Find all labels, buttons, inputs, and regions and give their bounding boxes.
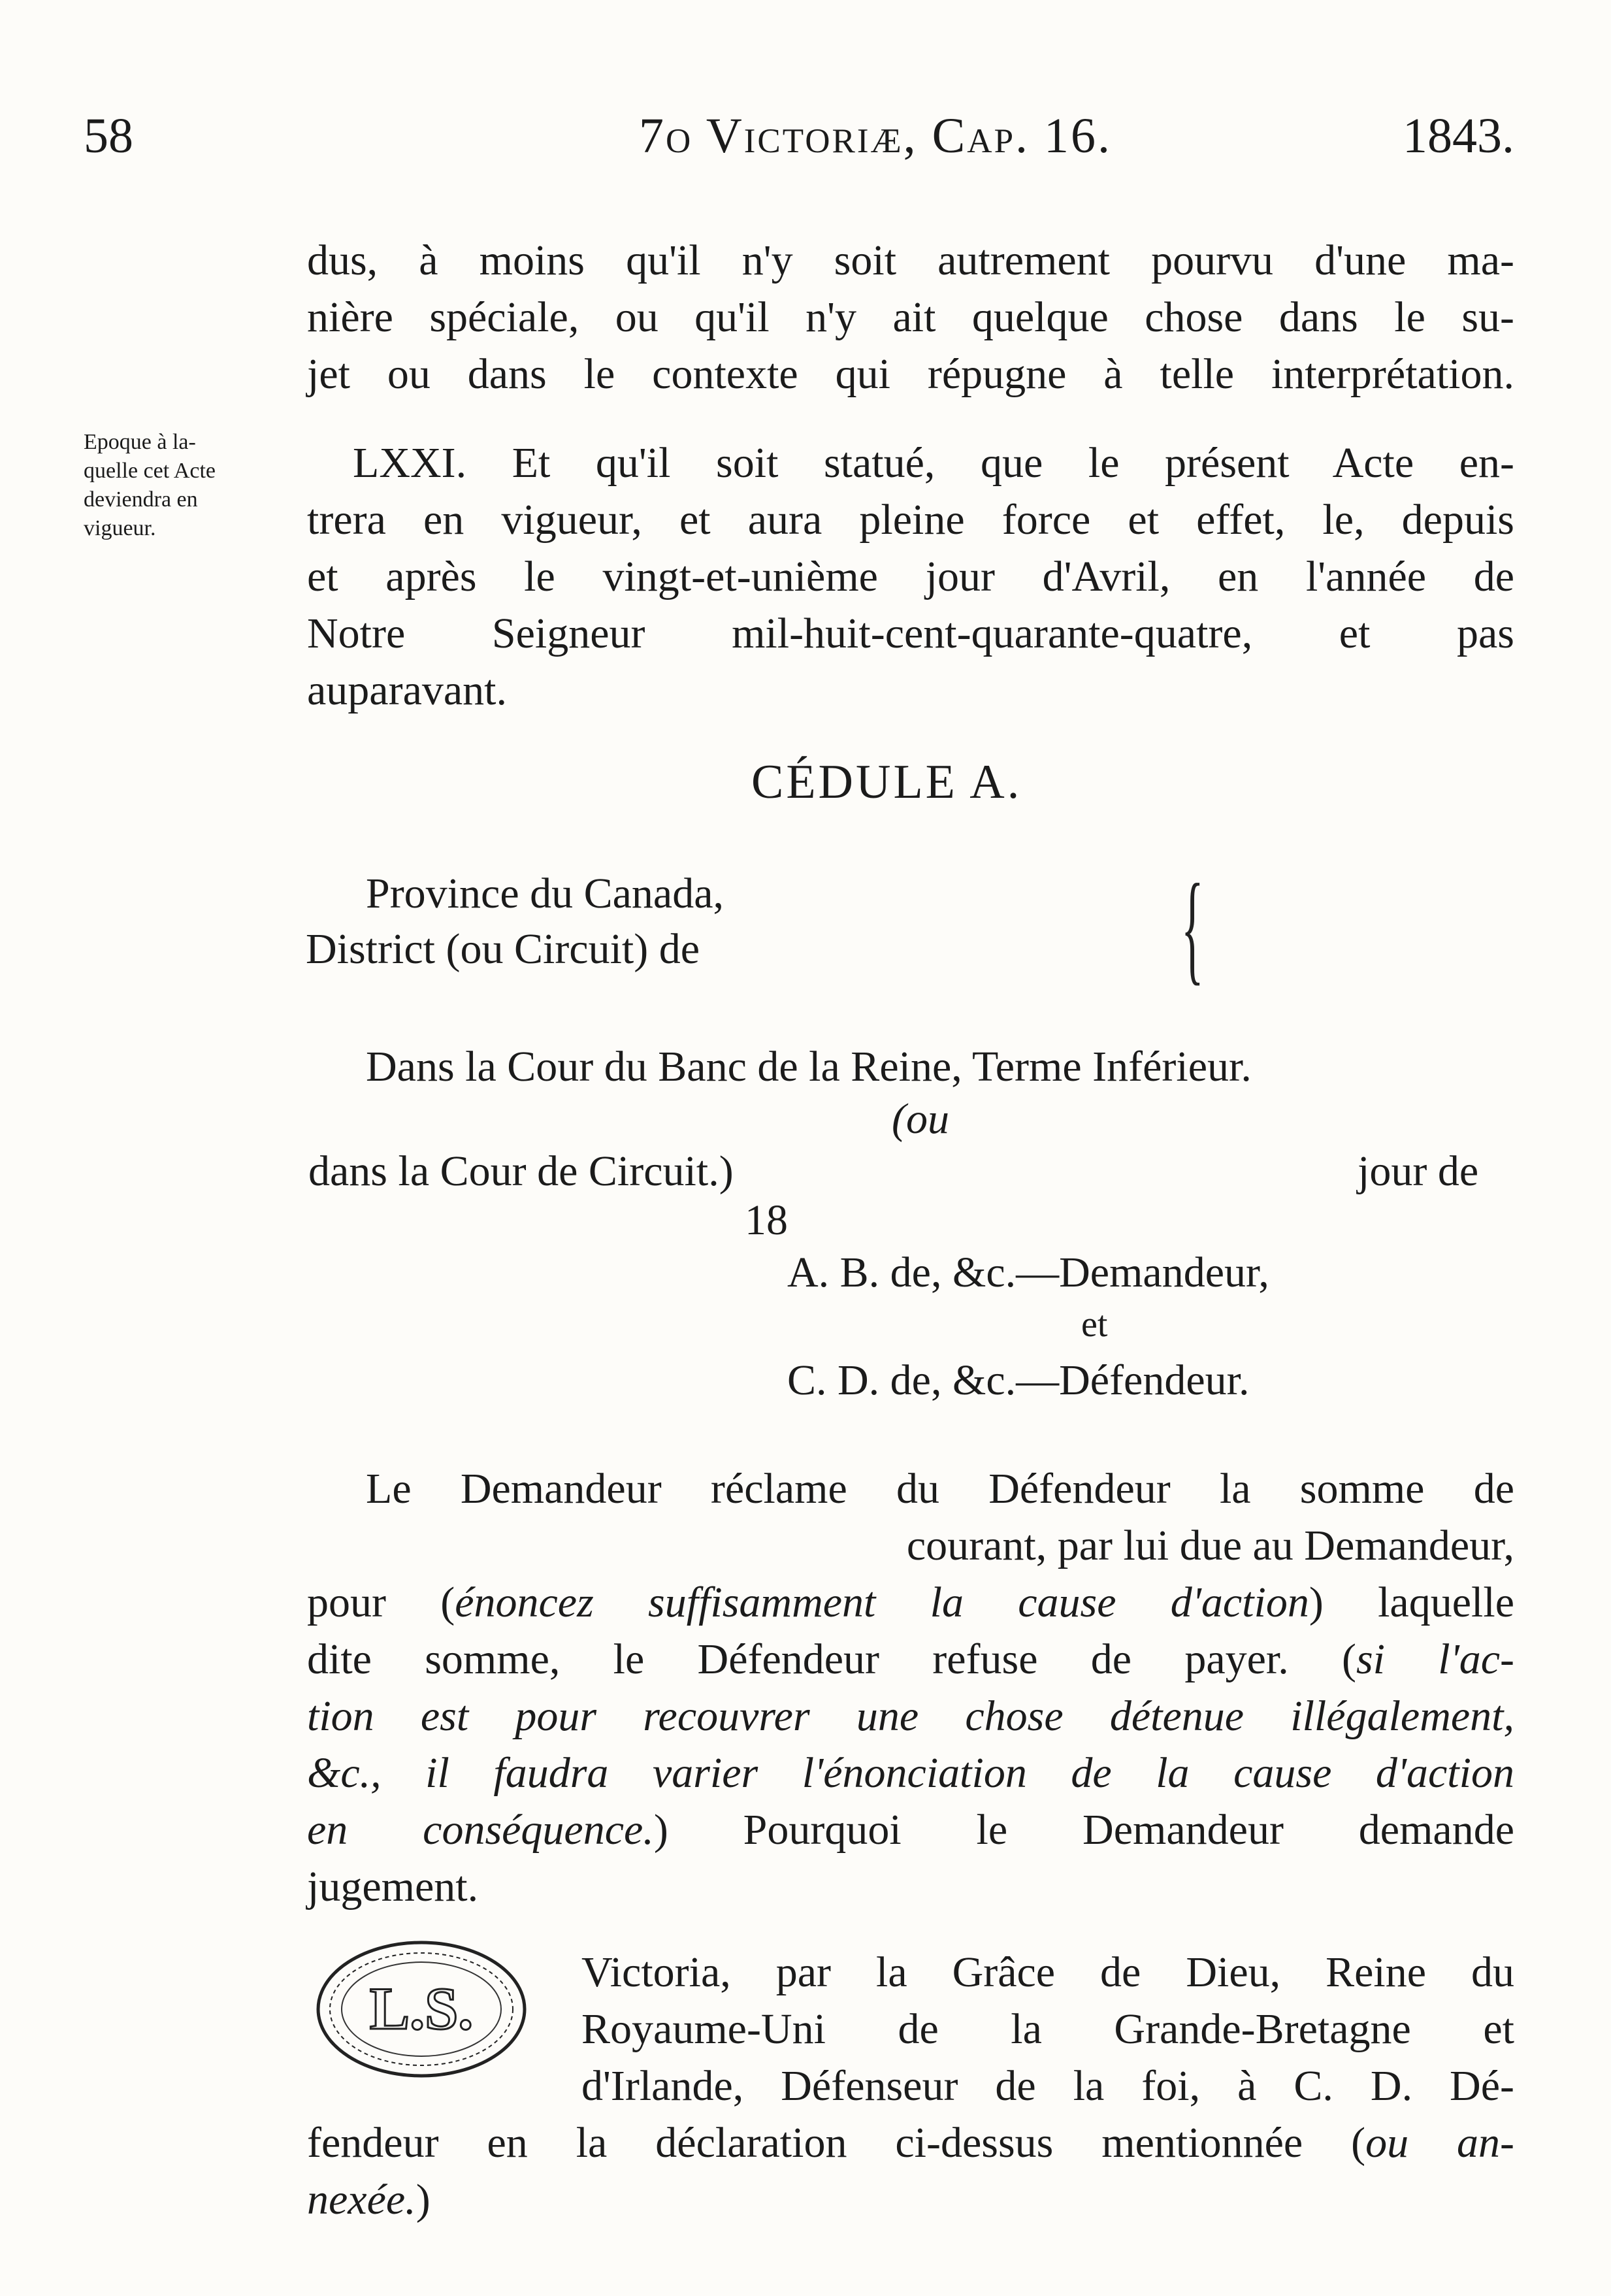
text-line: nexée.) (307, 2176, 431, 2223)
writ-tail (307, 2114, 1514, 2228)
marginal-note (84, 428, 299, 543)
venue-district: District (ou Circuit) de (306, 925, 700, 973)
text-line: jugement. (307, 1863, 479, 1911)
text-line: fendeur en la déclaration ci-dessus mentionnée (ou an- (307, 2119, 1514, 2167)
text-line: nière spéciale, ou qu'il n'y ait quelque chose dans le su- (307, 293, 1514, 341)
header-year: 1843. (1403, 108, 1514, 163)
court-line-1: Dans la Cour du Banc de la Reine, Terme Inférieur. (366, 1043, 1252, 1091)
writ-paragraph (581, 1944, 1514, 2114)
court-date-label: jour de (1358, 1147, 1479, 1195)
text-line: Victoria, par la Grâce de Dieu, Reine du (581, 1948, 1514, 1996)
text-line: et après le vingt-et-unième jour d'Avril, en l'année de (307, 553, 1514, 600)
header-title: 7o Victoriæ, Cap. 16. (639, 108, 1113, 163)
claim-paragraph (307, 1460, 1514, 1915)
seal-ls-icon (314, 1937, 529, 2081)
text-line: auparavant. (307, 666, 507, 714)
court-year-stub: 18 (745, 1196, 788, 1244)
schedule-heading: CÉDULE A. (751, 755, 1022, 809)
marginal-line: deviendra en (84, 487, 198, 512)
text-line: tion est pour recouvrer une chose détenue illégalement, (307, 1692, 1514, 1740)
text-line: d'Irlande, Défenseur de la foi, à C. D. Dé- (581, 2062, 1514, 2110)
marginal-line: Epoque à la- (84, 430, 196, 454)
text-line: pour (énoncez suffisamment la cause d'action) laquelle (307, 1579, 1514, 1626)
plaintiff-line: A. B. de, &c.—Demandeur, (787, 1249, 1269, 1296)
court-line-2: dans la Cour de Circuit.) (308, 1147, 734, 1195)
text-line: courant, par lui due au Demandeur, (906, 1522, 1514, 1569)
marginal-line: vigueur. (84, 516, 156, 540)
text-line: trera en vigueur, et aura pleine force et effet, le, depuis (307, 496, 1514, 544)
text-line: dite somme, le Défendeur refuse de payer. (si l'ac- (307, 1635, 1514, 1683)
page-number: 58 (84, 108, 133, 163)
text-line: &c., il faudra varier l'énonciation de la cause d'action (307, 1749, 1514, 1797)
running-header (84, 108, 1514, 186)
venue-brace: { (1181, 859, 1204, 996)
marginal-line: quelle cet Acte (84, 459, 216, 483)
text-line: jet ou dans le contexte qui répugne à telle interprétation. (307, 350, 1514, 398)
text-line: Le Demandeur réclame du Défendeur la somme de (366, 1465, 1514, 1513)
section-lxxi (307, 435, 1514, 719)
seal-text: L.S. (369, 1975, 474, 2042)
parties-et: et (1081, 1304, 1108, 1345)
text-line: Notre Seigneur mil-huit-cent-quarante-quatre, et pas (307, 610, 1514, 657)
text-line: en conséquence.) Pourquoi le Demandeur demande (307, 1806, 1515, 1854)
text-line: LXXI. Et qu'il soit statué, que le présent Acte en- (353, 439, 1514, 487)
venue-province: Province du Canada, (366, 870, 724, 917)
defendant-line: C. D. de, &c.—Défendeur. (787, 1356, 1250, 1404)
text-line: Royaume-Uni de la Grande-Bretagne et (581, 2005, 1514, 2053)
court-ou: (ou (892, 1095, 949, 1143)
text-line: dus, à moins qu'il n'y soit autrement pourvu d'une ma- (307, 237, 1514, 284)
top-paragraph (307, 232, 1514, 402)
